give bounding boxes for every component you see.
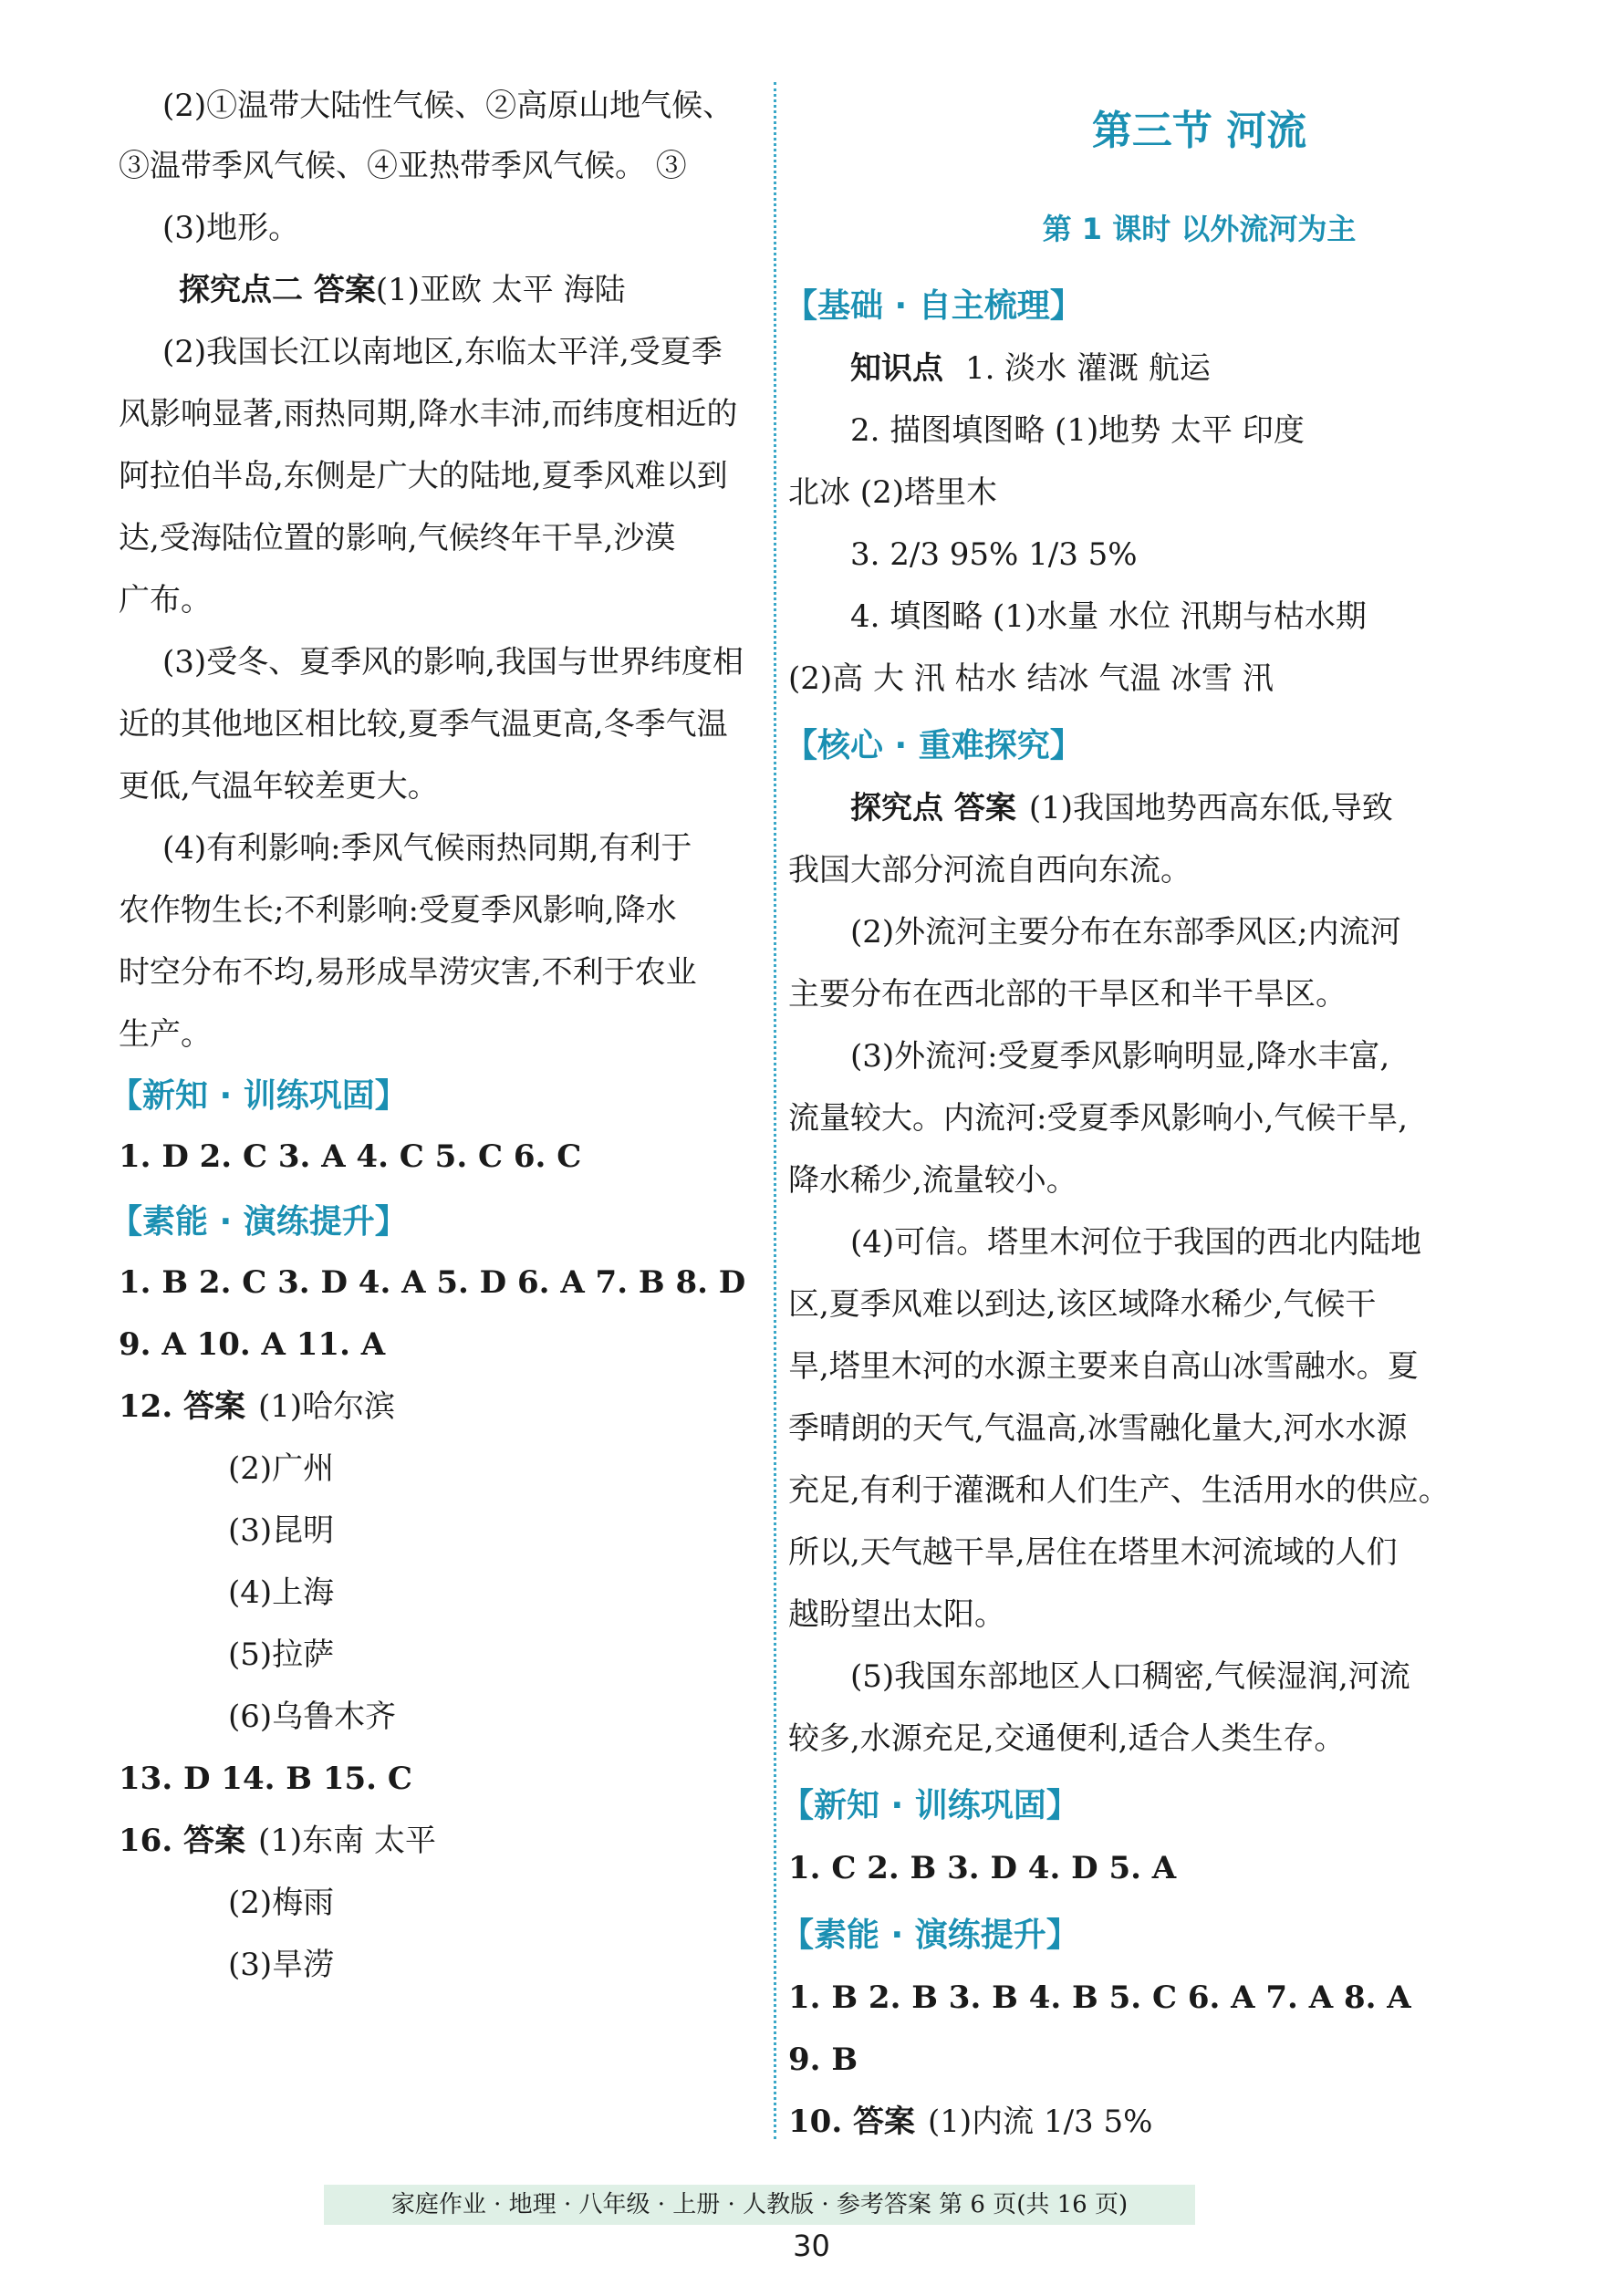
text-line: 季晴朗的天气,气温高,冰雪融化量大,河水水源 (788, 1410, 1408, 1447)
text-line: ③温带季风气候、④亚热带季风气候。 ③ (119, 148, 687, 184)
answer-text: (1)东南 太平 (258, 1823, 436, 1859)
section-heading: 【核心 · 重难探究】 (785, 727, 1083, 764)
page-number: 30 (793, 2228, 830, 2263)
text-line: (3)昆明 (228, 1512, 335, 1549)
text-line (850, 790, 1393, 827)
text-line: 更低,气温年较差更大。 (119, 768, 439, 805)
text-line: 主要分布在西北部的干旱区和半干旱区。 (788, 976, 1347, 1013)
text-line: 所以,天气越干旱,居住在塔里木河流域的人们 (788, 1534, 1398, 1571)
section-heading: 【基础 · 自主梳理】 (785, 287, 1083, 325)
text-line: 降水稀少,流量较小。 (788, 1162, 1077, 1199)
text-line: (3)受冬、夏季风的影响,我国与世界纬度相 (162, 644, 744, 680)
answer-label: 10. 答案 (788, 2104, 915, 2140)
answer-label: 探究点二 答案 (179, 272, 376, 308)
section-heading: 【新知 · 训练巩固】 (109, 1077, 408, 1115)
text-line: 时空分布不均,易形成旱涝灾害,不利于农业 (119, 954, 697, 991)
answer-row: 1. B 2. C 3. D 4. A 5. D 6. A 7. B 8. D (119, 1264, 746, 1301)
text-line: 充足,有利于灌溉和人们生产、生活用水的供应。 (788, 1472, 1450, 1509)
answer-text: (1)亚欧 太平 海陆 (375, 272, 626, 308)
text-line: 流量较大。内流河:受夏季风影响小,气候干旱, (788, 1100, 1409, 1137)
text-line: 我国大部分河流自西向东流。 (788, 852, 1191, 888)
text-line: (5)我国东部地区人口稠密,气候湿润,河流 (850, 1658, 1410, 1695)
text-line: 近的其他地区相比较,夏季气温更高,冬季气温 (119, 706, 728, 743)
text-line (179, 272, 626, 309)
text-line: 4. 填图略 (1)水量 水位 汛期与枯水期 (850, 598, 1367, 635)
text-line (788, 2104, 1152, 2141)
text-line (119, 1823, 436, 1860)
answer-text: 1. 淡水 灌溉 航运 (965, 350, 1211, 387)
text-line: 阿拉伯半岛,东侧是广大的陆地,夏季风难以到 (119, 458, 728, 494)
text-line: (2)广州 (228, 1450, 335, 1487)
text-line: 3. 2/3 95% 1/3 5% (850, 536, 1138, 573)
text-line: (2)我国长江以南地区,东临太平洋,受夏季 (162, 334, 723, 370)
text-line: (2)高 大 汛 枯水 结冰 气温 冰雪 汛 (788, 660, 1274, 697)
footer-banner: 家庭作业 · 地理 · 八年级 · 上册 · 人教版 · 参考答案 第 6 页(共 16 页) (324, 2185, 1195, 2225)
answer-row: 9. B (788, 2041, 858, 2078)
text-line: 较多,水源充足,交通便利,适合人类生存。 (788, 1720, 1346, 1757)
text-line: (2)外流河主要分布在东部季风区;内流河 (850, 914, 1401, 951)
text-line: (6)乌鲁木齐 (228, 1699, 397, 1735)
answer-label: 12. 答案 (119, 1388, 245, 1425)
text-line: 达,受海陆位置的影响,气候终年干旱,沙漠 (119, 520, 676, 556)
text-line: (2)①温带大陆性气候、②高原山地气候、 (162, 88, 734, 124)
text-line: 生产。 (119, 1016, 212, 1053)
answer-row: 9. A 10. A 11. A (119, 1326, 386, 1363)
text-line: 区,夏季风难以到达,该区域降水稀少,气候干 (788, 1286, 1377, 1323)
text-line: (4)可信。塔里木河位于我国的西北内陆地 (850, 1224, 1422, 1261)
column-divider (774, 82, 776, 2139)
text-line: 风影响显著,雨热同期,降水丰沛,而纬度相近的 (119, 396, 738, 432)
answer-row: 1. B 2. B 3. B 4. B 5. C 6. A 7. A 8. A (788, 1979, 1411, 2016)
text-line: 广布。 (119, 582, 212, 618)
text-line: 越盼望出太阳。 (788, 1596, 1005, 1633)
text-line: 农作物生长;不利影响:受夏季风影响,降水 (119, 892, 677, 929)
answer-label: 知识点 (850, 350, 943, 387)
text-line: (4)有利影响:季风气候雨热同期,有利于 (162, 830, 692, 867)
text-line: 北冰 (2)塔里木 (788, 474, 997, 511)
answer-text: (1)我国地势西高东低,导致 (1028, 790, 1393, 826)
answer-row: 13. D 14. B 15. C (119, 1761, 412, 1797)
text-line: 旱,塔里木河的水源主要来自高山冰雪融水。夏 (788, 1348, 1419, 1385)
section-heading: 【素能 · 演练提升】 (781, 1917, 1079, 1954)
text-line: (3)地形。 (162, 210, 300, 246)
answer-row: 1. D 2. C 3. A 4. C 5. C 6. C (119, 1138, 582, 1175)
section-heading: 【新知 · 训练巩固】 (781, 1787, 1079, 1824)
text-line: (3)旱涝 (228, 1947, 335, 1983)
section-heading: 【素能 · 演练提升】 (109, 1203, 408, 1241)
answer-text: (1)哈尔滨 (258, 1388, 396, 1425)
answer-label: 探究点 答案 (850, 790, 1016, 826)
answer-row: 1. C 2. B 3. D 4. D 5. A (788, 1850, 1177, 1886)
text-line: (2)梅雨 (228, 1885, 335, 1921)
answer-label: 16. 答案 (119, 1823, 245, 1859)
lesson-subtitle: 第 1 课时 以外流河为主 (1042, 212, 1357, 246)
text-line: 2. 描图填图略 (1)地势 太平 印度 (850, 412, 1305, 449)
text-line (850, 350, 1211, 388)
text-line: (3)外流河:受夏季风影响明显,降水丰富, (850, 1038, 1390, 1075)
answer-text: (1)内流 1/3 5% (928, 2104, 1153, 2140)
text-line: (5)拉萨 (228, 1636, 335, 1673)
text-line (119, 1388, 395, 1426)
page-title: 第三节 河流 (1091, 108, 1307, 154)
text-line: (4)上海 (228, 1574, 335, 1611)
